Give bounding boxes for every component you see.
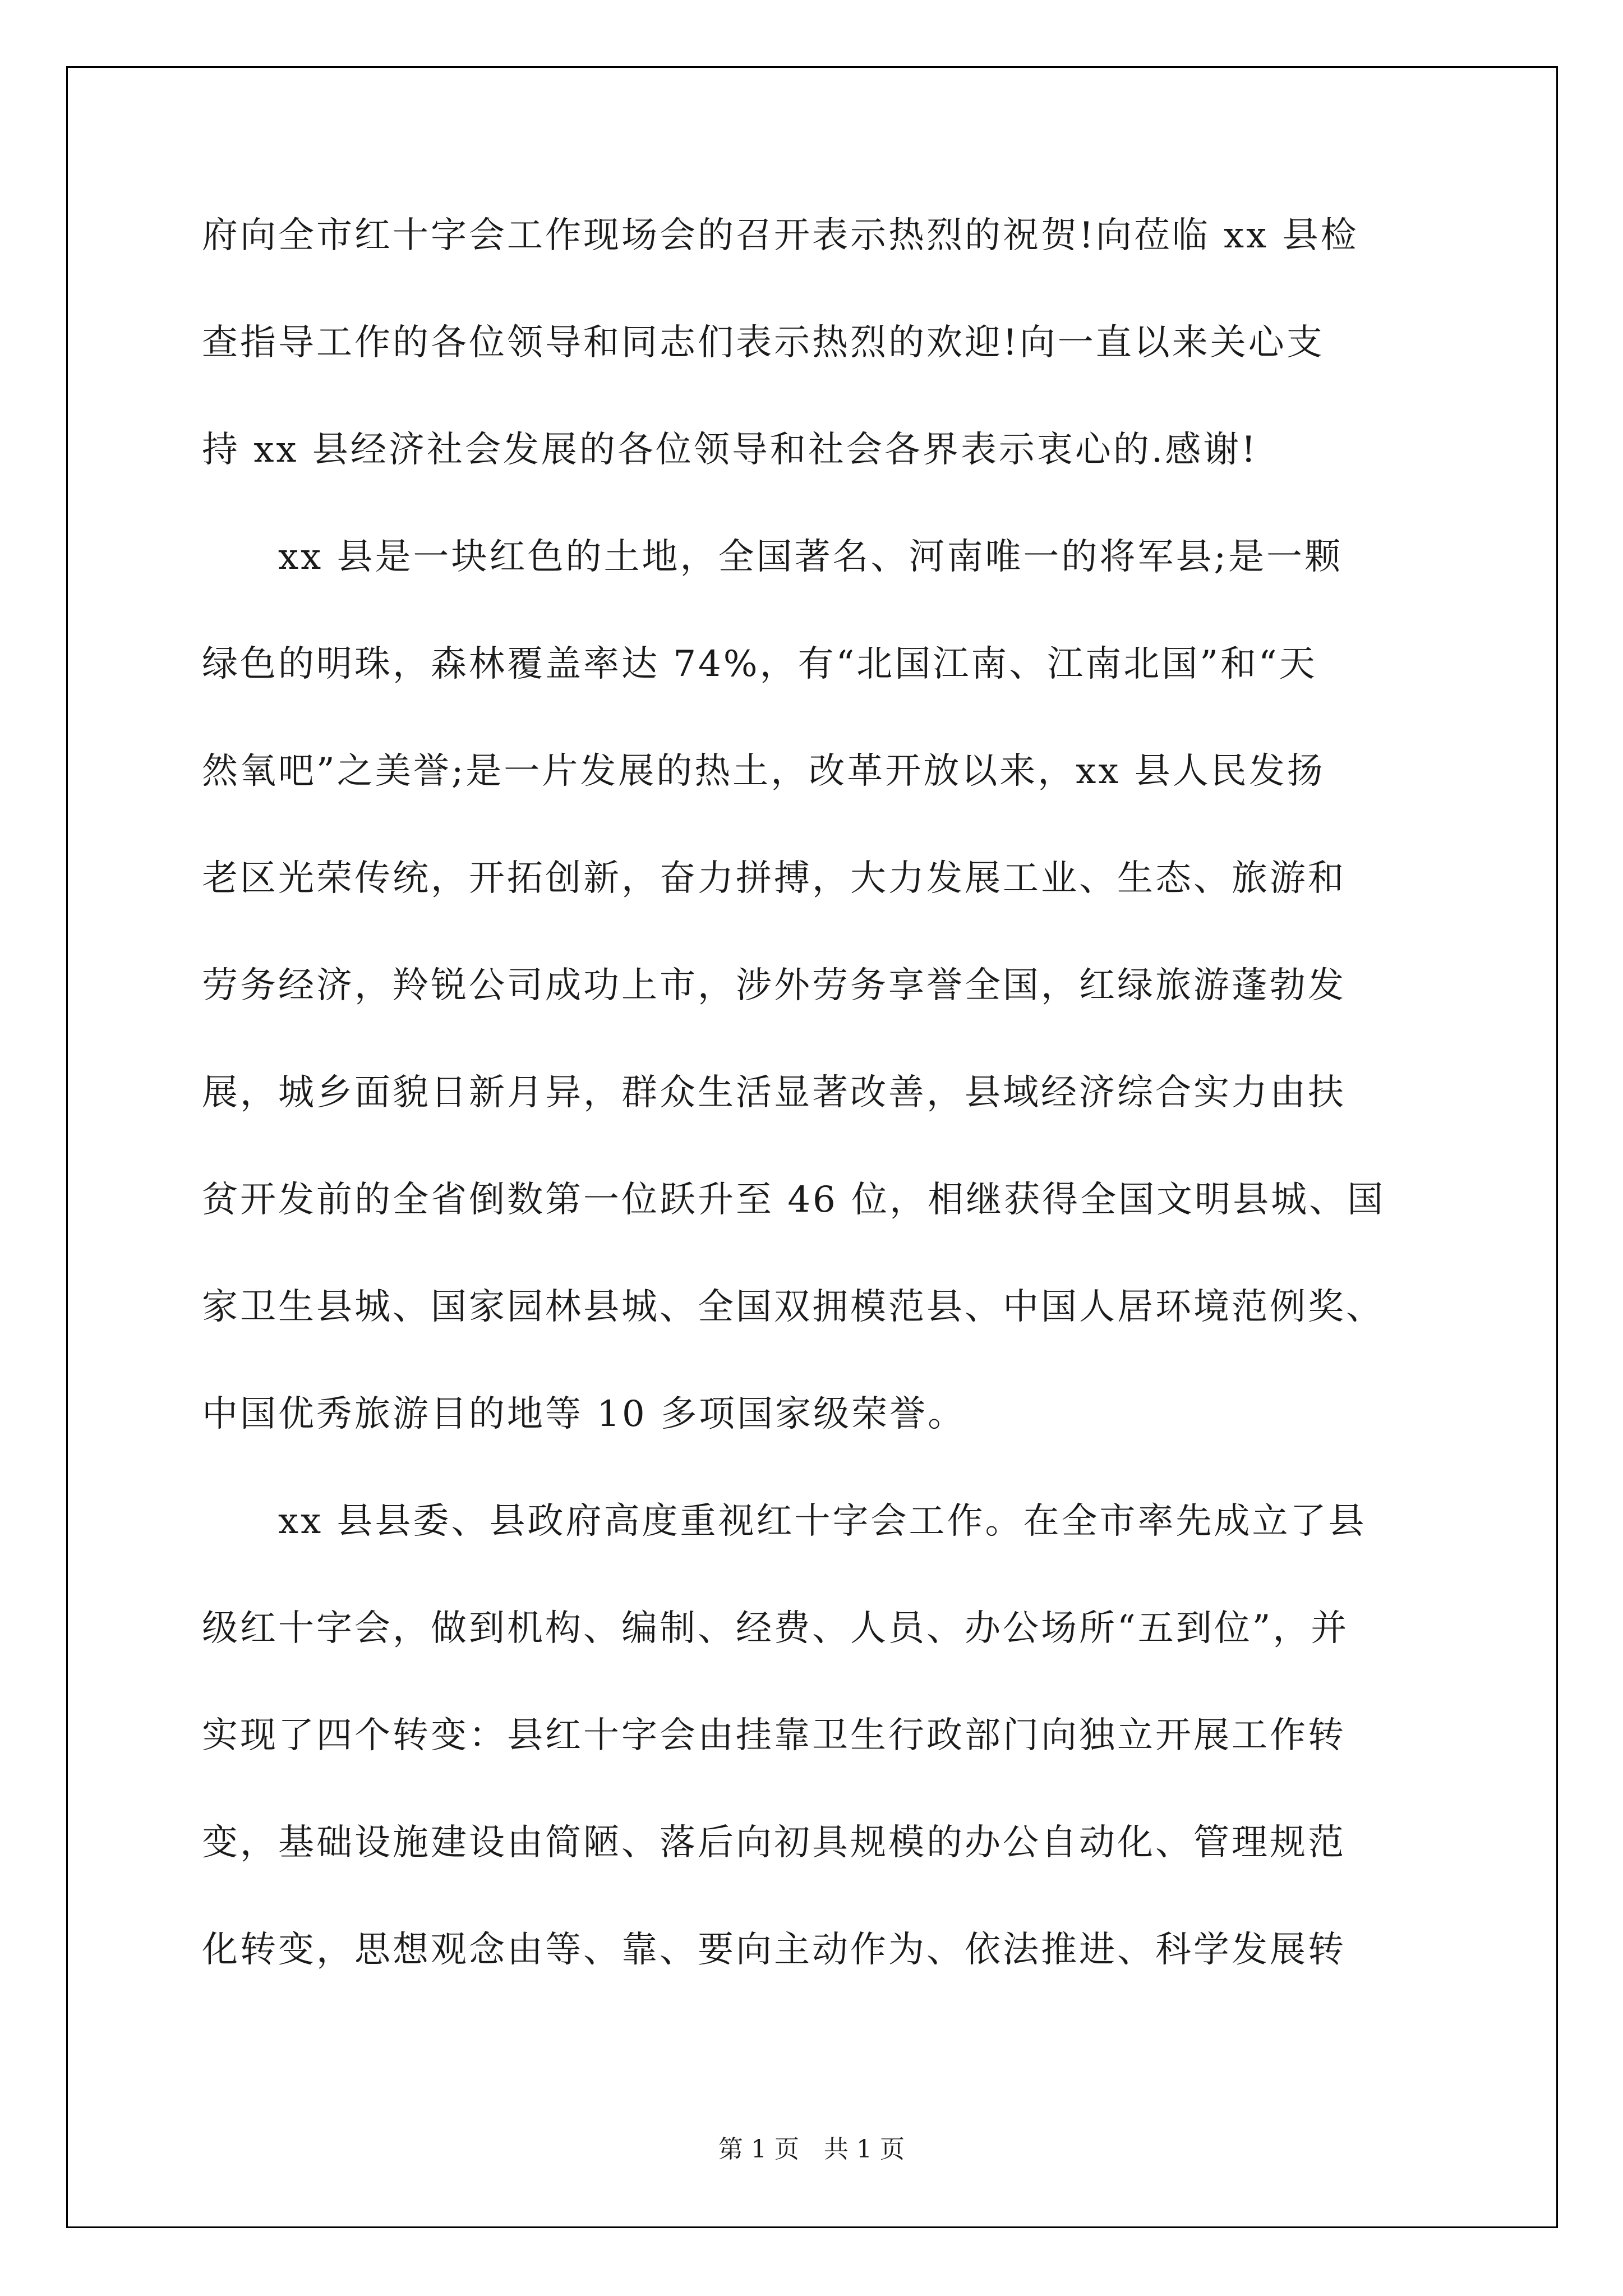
text-line: 老区光荣传统，开拓创新，奋力拼搏，大力发展工业、生态、旅游和	[202, 858, 1346, 899]
text-line: 持 xx 县经济社会发展的各位领导和社会各界表示衷心的.感谢!	[202, 429, 1258, 471]
text-line: 级红十字会，做到机构、编制、经费、人员、办公场所“五到位”，并	[202, 1608, 1349, 1649]
text-line: 贫开发前的全省倒数第一位跃升至 46 位，相继获得全国文明县城、国	[202, 1179, 1386, 1221]
text-line: 展，城乡面貌日新月异，群众生活显著改善，县域经济综合实力由扶	[202, 1072, 1346, 1114]
text-line: 劳务经济，羚锐公司成功上市，涉外劳务享誉全国，红绿旅游蓬勃发	[202, 965, 1346, 1006]
document-body	[202, 215, 1424, 2039]
text-line: xx 县县委、县政府高度重视红十字会工作。在全市率先成立了县	[202, 1501, 1367, 1542]
text-line: 绿色的明珠，森林覆盖率达 74%，有“北国江南、江南北国”和“天	[202, 643, 1317, 685]
text-line: 家卫生县城、国家园林县城、全国双拥模范县、中国人居环境范例奖、	[202, 1286, 1384, 1328]
text-line: 中国优秀旅游目的地等 10 多项国家级荣誉。	[202, 1393, 966, 1435]
text-line: 府向全市红十字会工作现场会的召开表示热烈的祝贺!向莅临 xx 县检	[202, 215, 1359, 256]
page-number: 第 1 页 共 1 页	[718, 2135, 905, 2164]
text-line: xx 县是一块红色的土地，全国著名、河南唯一的将军县;是一颗	[202, 536, 1343, 578]
text-line: 变，基础设施建设由简陋、落后向初具规模的办公自动化、管理规范	[202, 1822, 1346, 1864]
text-line: 查指导工作的各位领导和同志们表示热烈的欢迎!向一直以来关心支	[202, 322, 1325, 364]
text-line: 实现了四个转变：县红十字会由挂靠卫生行政部门向独立开展工作转	[202, 1715, 1346, 1756]
text-line: 化转变，思想观念由等、靠、要向主动作为、依法推进、科学发展转	[202, 1929, 1346, 1971]
text-line: 然氧吧”之美誉;是一片发展的热土，改革开放以来，xx 县人民发扬	[202, 751, 1325, 792]
